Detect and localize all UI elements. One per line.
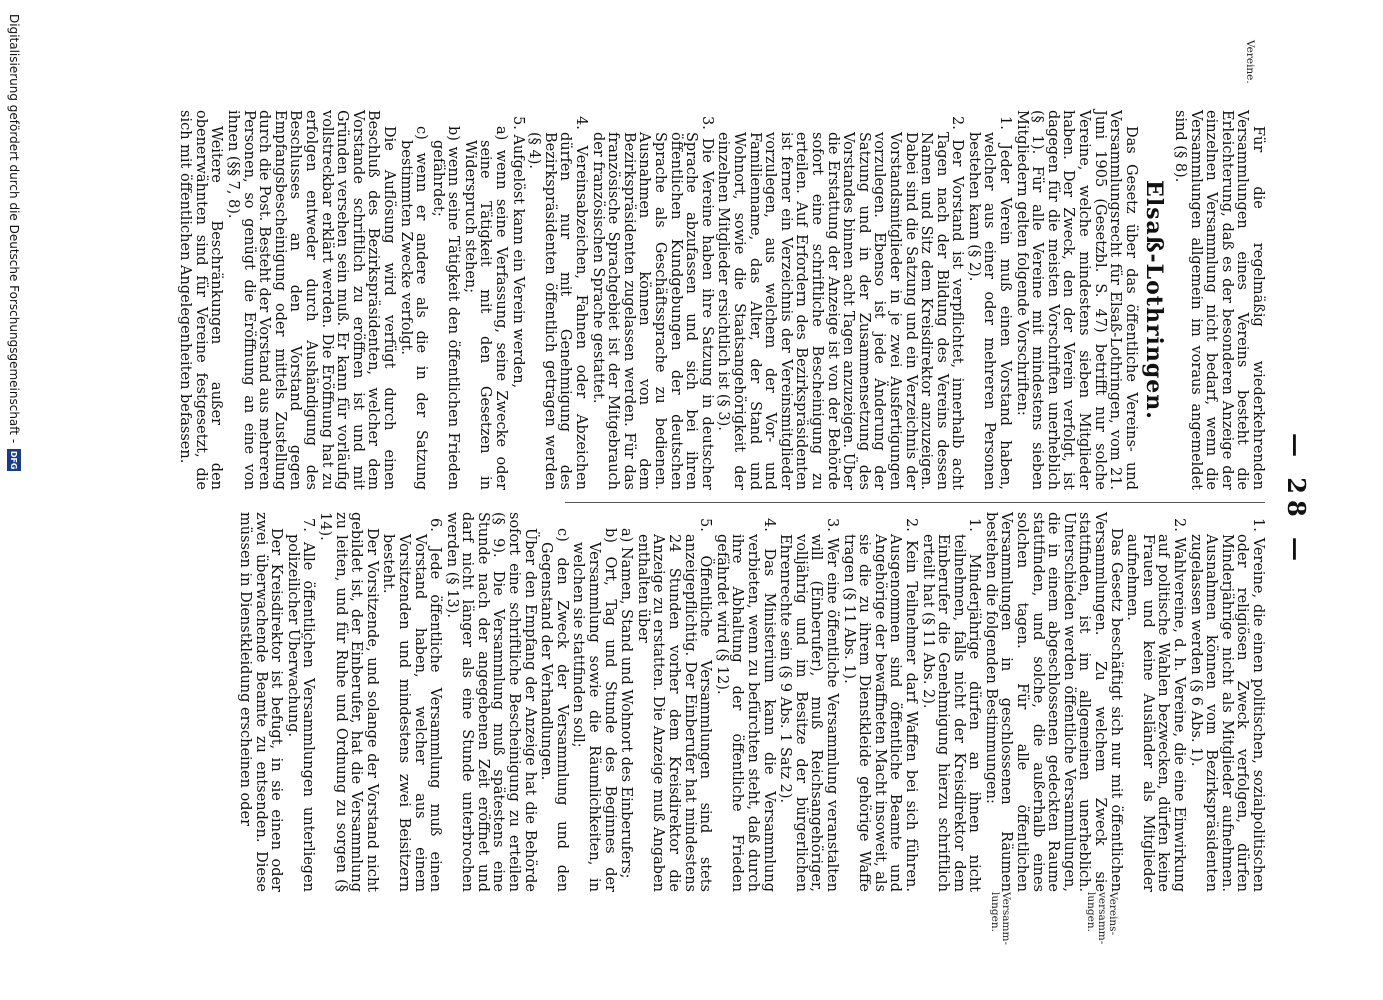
list-item: 1. Minderjährige dürfen an ihnen nicht teilnehmen, falls nicht der Kreisdirektor dem Einberufer die Genehmigung hierzu schriftlich erteilt hat (§ 11 Abs. 2).: [919, 518, 983, 892]
sub-list-item: a) wenn seine Verfassung, seine Zwecke oder seine Tätigkeit mit den Gesetzen in Widerspruch stehen;: [461, 126, 510, 490]
paragraph: Die Auflösung wird verfügt durch einen Beschluß des Bezirkspräsidenten, welcher dem Vorstande schriftlich zu eröffnen ist und mit Gründen versehen sein muß. Er kann für vorläufig vollstreckbar erklärt werden. Die Eröffnung hat zu erfolgen entweder durch Aushändigung des Beschlusses an den Vorstand gegen Empfangsbescheinigung oder mittels Zustellung durch die Post. Besteht der Vorstand aus mehreren Personen, so genügt die Eröffnung an eine von ihnen (§§ 7, 8).: [225, 110, 397, 490]
paragraph: Der Vorsitzende, und solange der Vorstand nicht gebildet ist, der Einberufer, hat die Versammlung zu leiten, und für Ruhe und Ordnung zu sorgen (§ 14).: [316, 512, 380, 892]
page-number: — 28 —: [1282, 432, 1311, 568]
list-item: 1. Jeder Verein muß einen Vorstand haben, welcher aus einer oder mehreren Personen bestehen kann (§ 2).: [965, 116, 1014, 490]
list-item: 1. Vereine, die einen politischen, sozialpolitischen oder religiösen Zweck verfolgen, dürfen Minderjährige nicht als Mitglieder aufnehmen. Ausnahmen können vom Bezirkspräsidenten zugelassen werden (§ 6 Abs. 1).: [1187, 518, 1266, 892]
paragraph: Der Kreisdirektor ist befugt, in sie einen oder zwei überwachende Beamte zu entsenden. Diese müssen in Dienstkleidung erscheinen oder: [237, 512, 285, 892]
list-item: 3. Wer eine öffentliche Versammlung veranstalten will (Einberufer), muß Reichsangehöriger, volljährig und im Besitze der bürgerlichen Ehrenrechte sein (§ 9 Abs. 1 Satz 2).: [777, 518, 840, 892]
margin-note-vereine: Vereine.: [1244, 40, 1256, 84]
column-divider: [565, 502, 1265, 503]
sub-list-item: a) Namen, Stand und Wohnort des Einberufers;: [618, 528, 635, 879]
dfg-logo-icon: DFG: [7, 449, 21, 471]
digitization-credit: [0, 0, 28, 1000]
paragraph: Weitere Beschränkungen außer den obenerwähnten sind für Vereine festgesetzt, die sich mit öffentlichen Angelegenheiten befassen.: [177, 110, 225, 490]
list-item: 4. Das Ministerium kann die Versammlung verbieten, wenn zu befürchten steht, daß durch ihre Abhaltung der öffentliche Frieden gefährdet wird (§ 12).: [713, 518, 777, 892]
paragraph: Das Gesetz beschäftigt sich nur mit öffentlichen Versammlungen. Zu welchem Zweck sie stattfinden, ist im allgemeinen unerheblich. Unterschieden werden öffentliche Versammlungen, die in einem abgeschlossenen gedeckten Raume stattfinden, und solche, die außerhalb eines solchen tagen. Für alle öffentlichen Versammlungen in geschlossenen Räumen bestehen die folgenden Bestimmungen:: [982, 512, 1124, 892]
intro-paragraph: Für die regelmäßig wiederkehrenden Versammlungen eines Vereins besteht die Erleichterung, daß es der besonderen Anzeige der einzelnen Versammlung nicht bedarf, wenn die Versammlungen allgemein im voraus angemeldet sind (§ 8).: [1172, 110, 1266, 490]
list-item: 3. Die Vereine haben ihre Satzung in deutscher Sprache abzufassen und sich bei ihren öffentlichen Kundgebungen der deutschen Sprache als Geschäftssprache zu bedienen. Ausnahmen können von dem Bezirkspräsidenten zugelassen werden. Für das französische Sprachgebiet ist der Mitgebrauch der französischen Sprache gestattet.: [589, 116, 715, 490]
sub-list-item: b) wenn seine Tätigkeit den öffentlichen Frieden gefährdet;: [429, 126, 462, 490]
margin-note-versammlungen: Versamm- lungen.: [989, 892, 1012, 945]
list-item: 5. Aufgelöst kann ein Verein werden,: [509, 116, 526, 389]
page-header: [1282, 0, 1311, 1000]
list-item: 4. Vereinsabzeichen, Fahnen oder Abzeichen dürfen nur mit Genehmigung des Bezirkspräsidenten öffentlich getragen werden (§ 4).: [526, 116, 590, 490]
paragraph: Über den Empfang der Anzeige hat die Behörde sofort eine schriftliche Bescheinigung zu erteilen (§ 9). Die Versammlung muß spätestens eine Stunde nach der angegebenen Zeit eröffnet und darf nicht länger als eine Stunde unterbrochen werden (§ 13).: [443, 512, 538, 892]
list-item: 2. Der Vorstand ist verpflichtet, innerhalb acht Tagen nach der Bildung des Vereins dessen Namen und Sitz dem Kreisdirektor anzuzeigen. Dabei sind die Satzung und ein Verzeichnis der Vorstandsmitglieder in je zwei Ausfertigungen vorzulegen. Ebenso ist jede Änderung der Satzung und in der Zusammensetzung des Vorstandes binnen acht Tagen anzuzeigen. Über die Erstattung der Anzeige ist von der Behörde sofort eine schriftliche Bescheinigung zu erteilen. Auf Erfordern des Bezirkspräsidenten ist ferner ein Verzeichnis der Vereinsmitglieder vorzulegen, aus welchem der Vor- und Familienname, das Alter, der Stand und Wohnort, sowie die Staatsangehörigkeit der einzelnen Mitglieder ersichtlich ist (§ 3).: [715, 116, 966, 490]
left-text-column: [176, 110, 1265, 490]
list-item: 7. Alle öffentlichen Versammlungen unterliegen polizeilicher Überwachung.: [284, 518, 317, 892]
sub-list-item: b) Ort, Tag und Stunde des Beginnes der Versammlung sowie die Räumlichkeiten, in welchen sie stattfinden soll;: [570, 528, 618, 892]
sub-list-item: c) den Zweck der Versammlung und den Gegenstand der Verhandlungen.: [538, 528, 570, 892]
margin-note-vereinsversammlungen: Vereins- versamm- lungen.: [1085, 892, 1119, 945]
list-item: 2. Wahlvereine, d. h. Vereine, die eine Einwirkung auf politische Wahlen bezwecken, dürfen keine Frauen und keine Ausländer als Mitglieder aufnehmen.: [1124, 518, 1188, 892]
section-title: Elsaß-Lothringen.: [1141, 180, 1168, 420]
right-text-column: [235, 512, 1265, 892]
credit-text: Digitalisierung gefördert durch die Deutsche Forschungsgemeinschaft -: [7, 14, 21, 444]
sub-list-item: c) wenn er andere als die in der Satzung bestimmten Zwecke verfolgt.: [397, 126, 430, 490]
list-item: 5. Öffentliche Versammlungen sind stets anzeigepflichtig. Der Einberufer hat mindestens 24 Stunden vorher dem Kreisdirektor die Anzeige zu erstatten. Die Anzeige muß Angaben enthalten über: [634, 518, 714, 892]
paragraph: Das Gesetz über das öffentliche Vereins- und Versammlungsrecht für Elsaß-Lothringen, vom 21. Juni 1905 (Gesetzbl. S. 47) betrifft nur solche Vereine, welche mindestens sieben Mitglieder haben. Der Zweck, den der Verein verfolgt, ist dagegen für die meisten Vorschriften unerheblich (§ 1). Für alle Vereine mit mindestens sieben Mitgliedern gelten folgende Vorschriften:: [1013, 110, 1139, 490]
list-item: 6. Jede öffentliche Versammlung muß einen Vorstand haben, welcher aus einem Vorsitzenden und mindestens zwei Beisitzern besteht.: [380, 518, 444, 892]
list-item: 2. Kein Teilnehmer darf Waffen bei sich führen. Ausgenommen sind öffentliche Beamte und Angehörige der bewaffneten Macht insoweit, als sie die zu ihrem Dienstkleide gehörige Waffe tragen (§ 11 Abs. 1).: [840, 518, 919, 892]
